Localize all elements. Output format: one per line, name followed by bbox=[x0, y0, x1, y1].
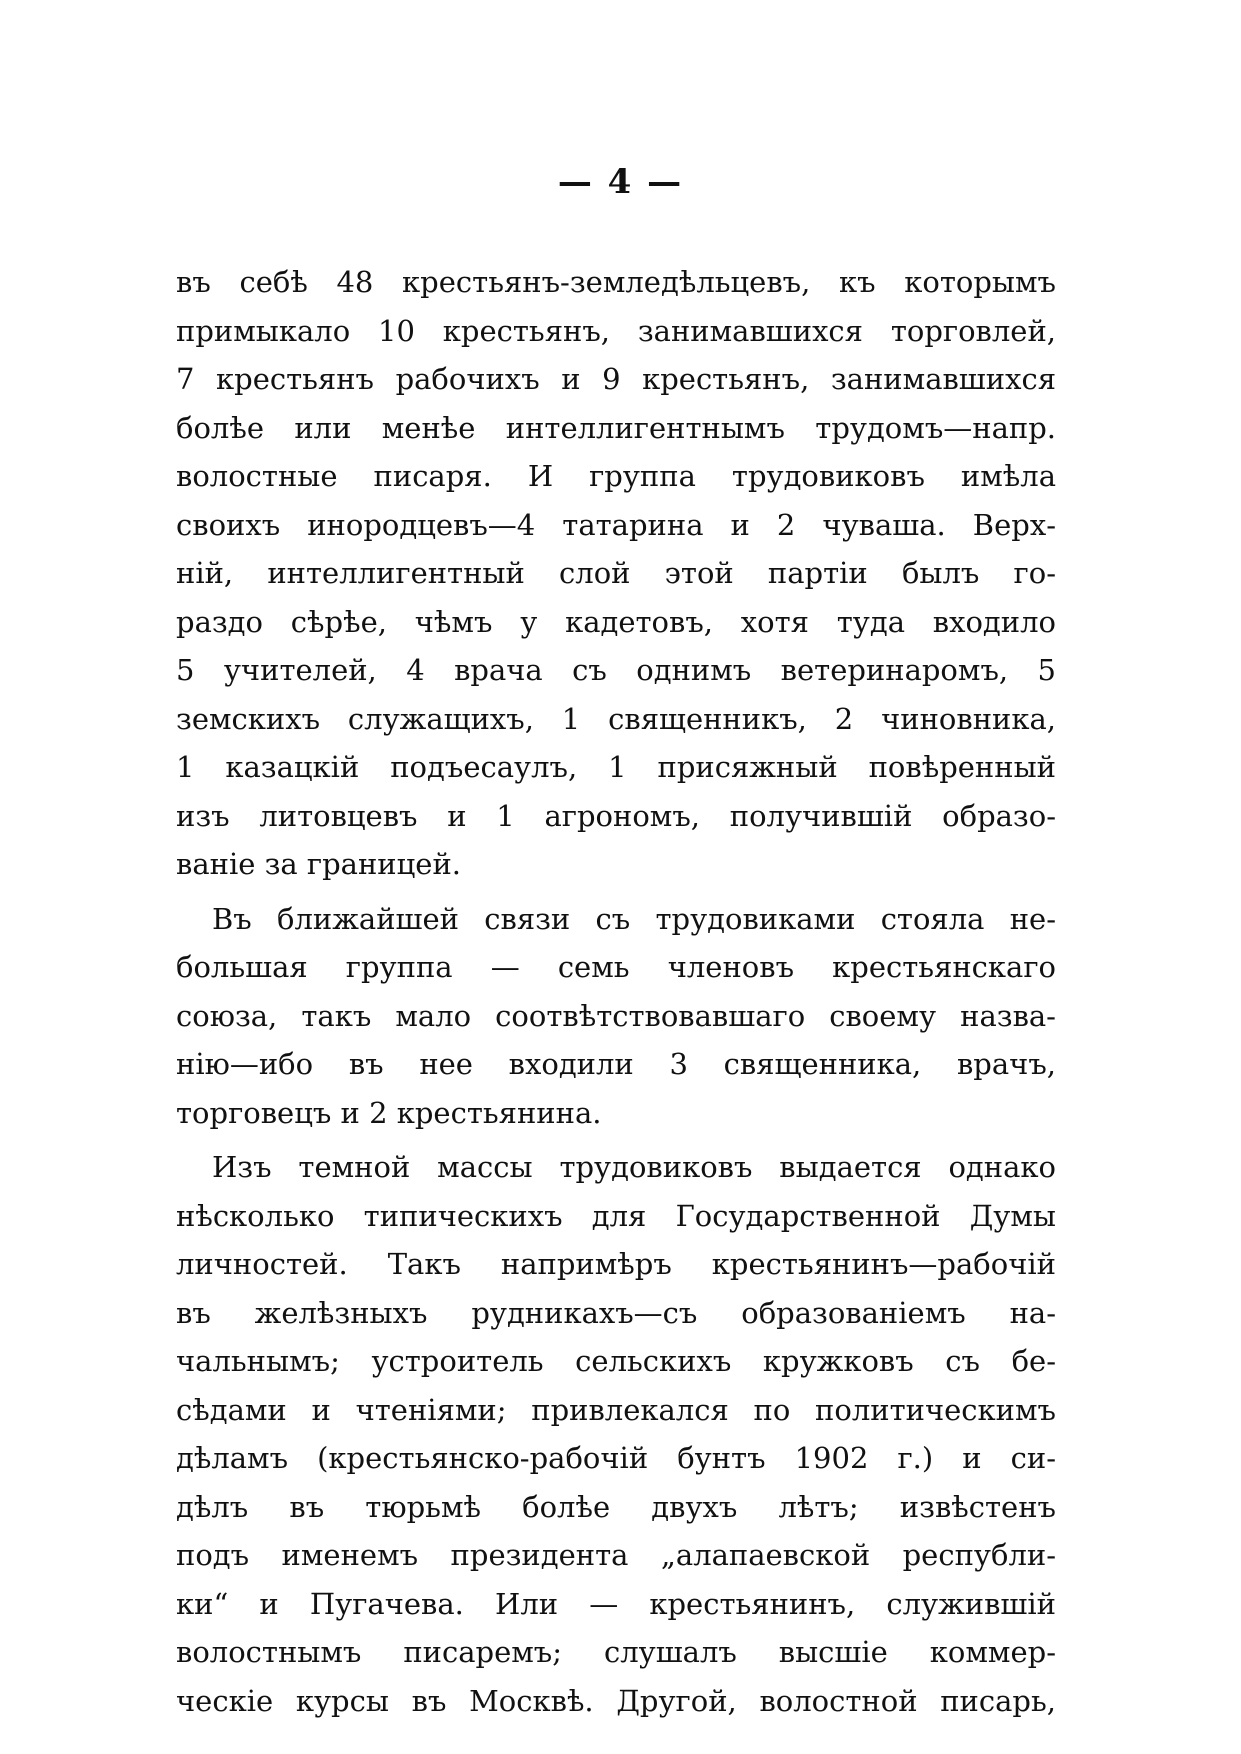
text-line: нію—ибо въ нее входили 3 священника, врачъ, bbox=[176, 1047, 1056, 1081]
paragraph bbox=[176, 895, 1056, 1138]
text-line: Изъ темной массы трудовиковъ выдается однако bbox=[212, 1150, 1056, 1184]
text-line: примыкало 10 крестьянъ, занимавшихся торговлей, bbox=[176, 313, 1056, 348]
text-line: въ желѣзныхъ рудникахъ—съ образованіемъ на- bbox=[176, 1295, 1056, 1330]
paragraph bbox=[176, 1143, 1056, 1725]
text-line: своихъ инородцевъ—4 татарина и 2 чуваша. Верх- bbox=[176, 507, 1056, 542]
text-line: чальнымъ; устроитель сельскихъ кружковъ съ бе- bbox=[176, 1344, 1056, 1378]
text-line: ки“ и Пугачева. Или — крестьянинъ, служившій bbox=[176, 1586, 1056, 1621]
text-line: сѣдами и чтеніями; привлекался по политическимъ bbox=[176, 1392, 1056, 1427]
text-line: большая группа — семь членовъ крестьянскаго bbox=[176, 950, 1056, 984]
text-line: дѣламъ (крестьянско-рабочій бунтъ 1902 г.) и си- bbox=[176, 1441, 1056, 1475]
text-line: 5 учителей, 4 врача съ однимъ ветеринаромъ, 5 bbox=[176, 653, 1056, 687]
text-line: раздо сѣрѣе, чѣмъ у кадетовъ, хотя туда входило bbox=[176, 604, 1056, 639]
paragraph bbox=[176, 258, 1056, 889]
text-line: ній, интеллигентный слой этой партіи былъ го- bbox=[176, 556, 1056, 590]
text-line: союза, такъ мало соотвѣтствовавшаго своему назва- bbox=[176, 998, 1056, 1033]
text-line: ческіе курсы въ Москвѣ. Другой, волостной писарь, bbox=[176, 1683, 1056, 1718]
text-line: дѣлъ въ тюрьмѣ болѣе двухъ лѣтъ; извѣстенъ bbox=[176, 1489, 1056, 1524]
text-line: Въ ближайшей связи съ трудовиками стояла не- bbox=[212, 901, 1056, 936]
text-line: подъ именемъ президента „алапаевской республи- bbox=[176, 1538, 1056, 1572]
text-line: нѣсколько типическихъ для Государственной Думы bbox=[176, 1198, 1056, 1233]
text-line: земскихъ служащихъ, 1 священникъ, 2 чиновника, bbox=[176, 701, 1056, 736]
text-line: въ себѣ 48 крестьянъ-земледѣльцевъ, къ которымъ bbox=[176, 265, 1056, 299]
text-line: 1 казацкій подъесаулъ, 1 присяжный повѣренный bbox=[176, 750, 1056, 784]
body-text bbox=[176, 258, 1056, 1725]
page-number: — 4 — bbox=[557, 162, 684, 202]
text-line: волостнымъ писаремъ; слушалъ высшіе коммер- bbox=[176, 1635, 1056, 1669]
text-line: болѣе или менѣе интеллигентнымъ трудомъ—напр. bbox=[176, 410, 1056, 445]
text-line: ваніе за границей. bbox=[176, 847, 461, 881]
text-line: изъ литовцевъ и 1 агрономъ, получившій образо- bbox=[176, 798, 1056, 833]
text-line: личностей. Такъ напримѣръ крестьянинъ—рабочій bbox=[176, 1247, 1056, 1281]
text-line: торговецъ и 2 крестьянина. bbox=[176, 1095, 602, 1130]
text-line: волостные писаря. И группа трудовиковъ имѣла bbox=[176, 459, 1056, 493]
text-line: 7 крестьянъ рабочихъ и 9 крестьянъ, занимавшихся bbox=[176, 362, 1056, 396]
